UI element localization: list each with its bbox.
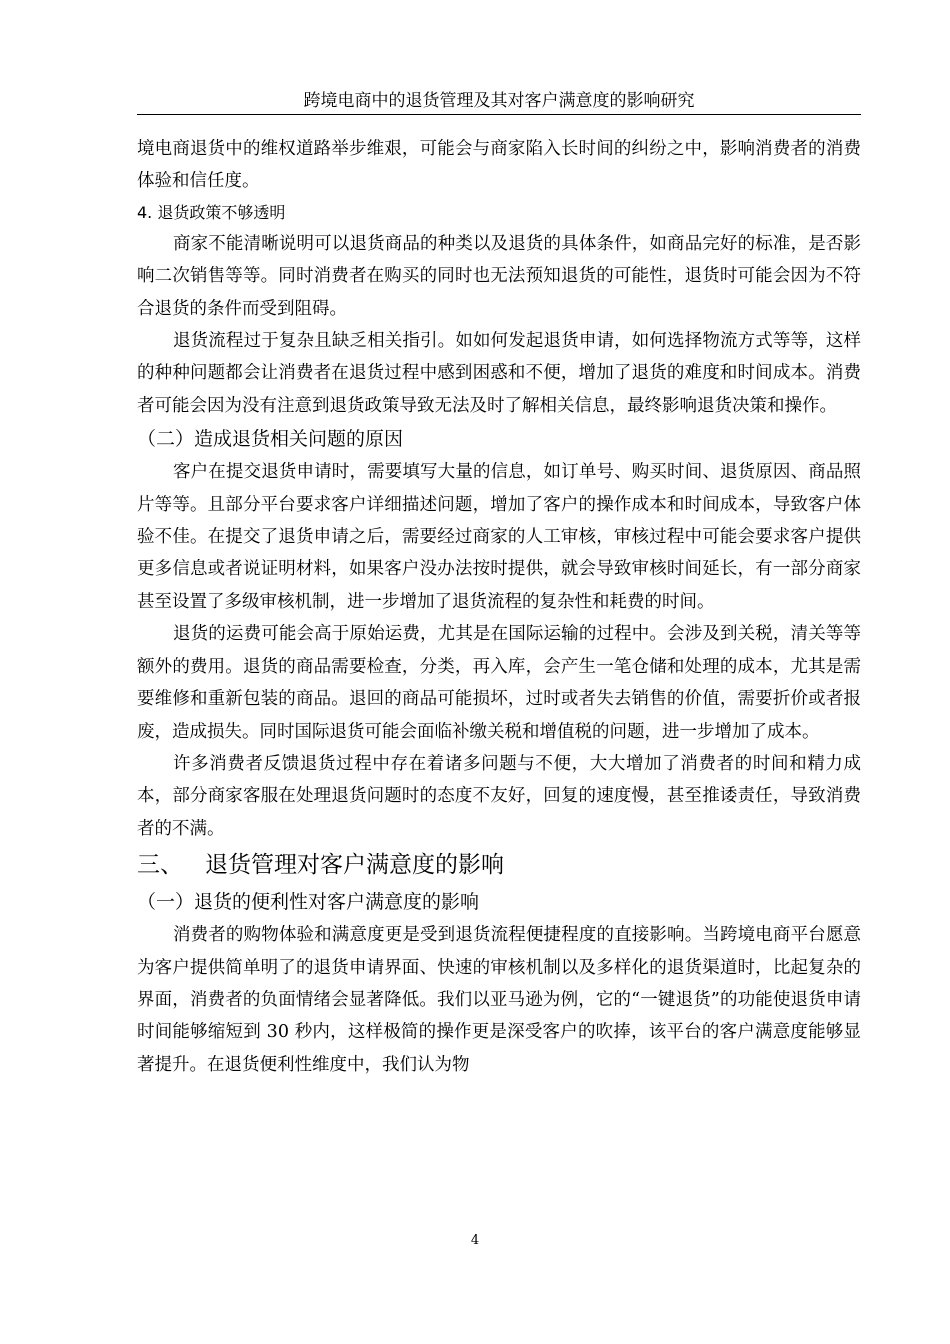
paragraph: 商家不能清晰说明可以退货商品的种类以及退货的具体条件，如商品完好的标准，是否影响二次销售等等。同时消费者在购买的同时也无法预知退货的可能性，退货时可能会因为不符合退货的条件而受到阻碍。 [137,233,861,319]
paragraph: 境电商退货中的维权道路举步维艰，可能会与商家陷入长时间的纠纷之中，影响消费者的消费体验和信任度。 [137,139,861,192]
section-heading: （一）退货的便利性对客户满意度的影响 [137,891,480,914]
page-content [137,133,861,1081]
paragraph: 退货的运费可能会高于原始运费，尤其是在国际运输的过程中。会涉及到关税，清关等等额外的费用。退货的商品需要检查，分类，再入库，会产生一笔仓储和处理的成本，尤其是需要维修和重新包装的商品。退回的商品可能损坏，过时或者失去销售的价值，需要折价或者报废，造成损失。同时国际退货可能会面临补缴关税和增值税的问题，进一步增加了成本。 [137,624,861,742]
paragraph: 许多消费者反馈退货过程中存在着诸多问题与不便，大大增加了消费者的时间和精力成本，部分商家客服在处理退货问题时的态度不友好，回复的速度慢，甚至推诿责任，导致消费者的不满。 [137,753,861,839]
chapter-heading [137,845,861,885]
chapter-number: 三、 [137,852,183,879]
paragraph: 退货流程过于复杂且缺乏相关指引。如如何发起退货申请，如何选择物流方式等等，这样的种种问题都会让消费者在退货过程中感到困惑和不便，增加了退货的难度和时间成本。消费者可能会因为没有注意到退货政策导致无法及时了解相关信息，最终影响退货决策和操作。 [137,331,861,416]
section-heading: （二）造成退货相关问题的原因 [137,428,404,451]
paragraph: 消费者的购物体验和满意度更是受到退货流程便捷程度的直接影响。当跨境电商平台愿意为客户提供简单明了的退货申请界面、快速的审核机制以及多样化的退货渠道时，比起复杂的界面，消费者的负面情绪会显著降低。我们以亚马逊为例，它的“一键退货”的功能使退货申请时间能够缩短到 30 秒内，这样极简的操作更是深受客户的吹捧，该平台的客户满意度能够显著提升。在退货便利性维度中，我们认为物 [137,925,861,1075]
paragraph: 客户在提交退货申请时，需要填写大量的信息，如订单号、购买时间、退货原因、商品照片等等。且部分平台要求客户详细描述问题，增加了客户的操作成本和时间成本，导致客户体验不佳。在提交了退货申请之后，需要经过商家的人工审核，审核过程中可能会要求客户提供更多信息或者说证明材料，如果客户没办法按时提供，就会导致审核时间延长，有一部分商家甚至设置了多级审核机制，进一步增加了退货流程的复杂性和耗费的时间。 [137,462,861,612]
chapter-title: 退货管理对客户满意度的影响 [205,852,504,879]
header-rule [137,114,861,115]
page-number: 4 [470,1233,480,1248]
subsection-heading: 4. 退货政策不够透明 [137,202,286,222]
running-header: 跨境电商中的退货管理及其对客户满意度的影响研究 [303,91,695,111]
